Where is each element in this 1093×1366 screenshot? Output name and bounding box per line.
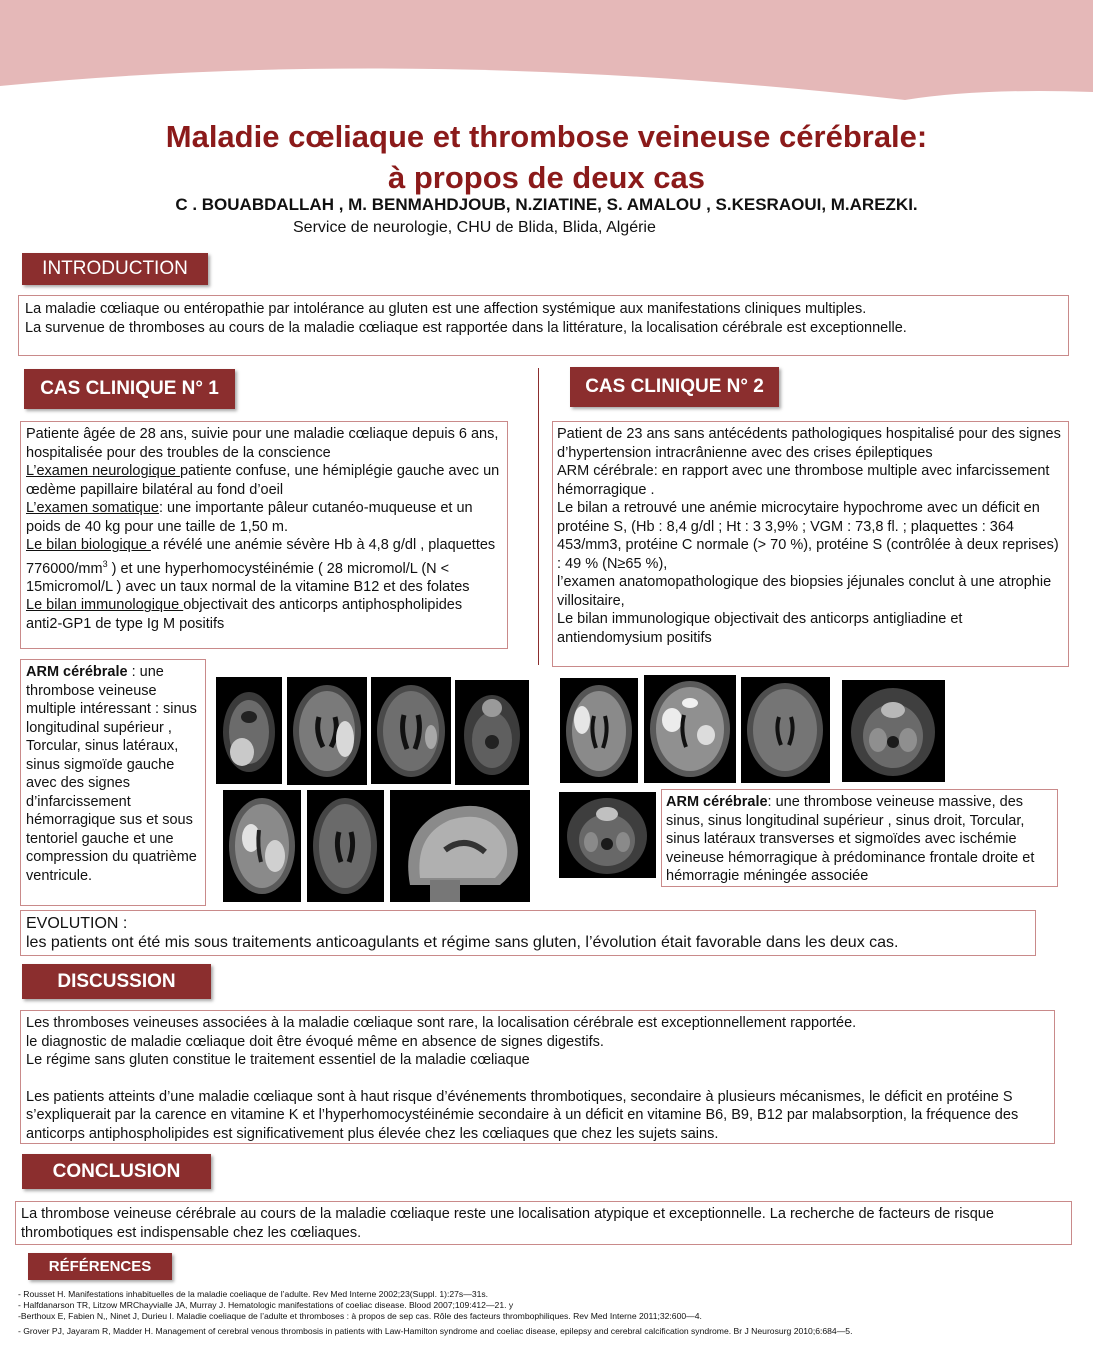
case1-mri-image-3 [371, 677, 451, 784]
case1-bio-label: Le bilan biologique [26, 537, 151, 553]
banner-swoosh [0, 0, 1093, 100]
case1-mri-label: ARM cérébrale [26, 664, 128, 680]
case2-line: Le bilan a retrouvé une anémie microcytaire hypochrome avec un déficit en protéine S, (Hb : 8,4 g/dl ; Ht : 3 3,9% ; VGM : 73,8 fl. ; plaquettes : 364 453/mm3, protéine C normale (> 70 %), protéine S (contrôlée à deux reprises) : 49 % (N≥65 %), [557, 500, 1059, 572]
case1-heading: CAS CLINIQUE N° 1 [24, 369, 235, 409]
case1-text-box [20, 421, 508, 649]
title-line-2: à propos de deux cas [388, 160, 705, 195]
case2-line: ARM cérébrale: en rapport avec une thrombose multiple avec infarcissement hémorragique . [557, 463, 1050, 498]
reference-item: - Grover PJ, Jayaram R, Madder H. Management of cerebral venous thrombosis in patients with Law-Hamilton syndrome and coeliac disease, epilepsy and cerebral calcification syndrome. Br J Neurosurg 2010;6:684—5. [18, 1326, 853, 1336]
case2-mri-image-5 [559, 792, 656, 878]
discussion-line: Les thromboses veineuses associées à la maladie cœliaque sont rare, la localisation cérébrale est exceptionnellement rapportée. [26, 1015, 857, 1031]
case2-mri-image-4 [842, 680, 945, 782]
case1-mri-image-6 [307, 790, 384, 902]
case1-mri-image-2 [287, 677, 367, 785]
case1-bio-text-2: ) et une hyperhomocystéinémie ( 28 micromol/L (N < 15micromol/L ) avec un taux normal de la vitamine B12 et des folates [26, 560, 470, 595]
case2-line: Le bilan immunologique objectivait des anticorps antigliadine et antiendomysium positifs [557, 611, 963, 646]
case1-mri-image-4 [455, 680, 529, 785]
authors: C . BOUABDALLAH , M. BENMAHDJOUB, N.ZIATINE, S. AMALOU , S.KESRAOUI, M.AREZKI. [175, 195, 918, 214]
discussion-para-2: Les patients atteints d’une maladie cœliaque sont à haut risque d’événements thrombotiques, secondaire à plusieurs mécanismes, le déficit en protéine S s’expliquerait par la carence en vitamine K et l’hyperhomocystéinémie secondaire à un déficit en vitamine B6, B9, B12 par malabsorption, la fréquence des anticorps antiphospholipides est significativement plus élevée chez les cœliaques que chez les sujets sains. [26, 1088, 1019, 1142]
case1-bio [26, 536, 502, 596]
reference-item: -Berthoux E, Fabien N,, Ninet J, Durieu I. Maladie coeliaque de l’adulte et thromboses : à propos de sep cas. Rôle des facteurs thrombophiliques. Rev Med Interne 2011;32:600—4. [18, 1311, 702, 1321]
case1-neuro [26, 462, 502, 499]
references-list [18, 1289, 852, 1337]
introduction-line: La survenue de thromboses au cours de la maladie cœliaque est rapportée dans la littérature, la localisation cérébrale est exceptionnelle. [25, 319, 907, 336]
case1-mri-caption [20, 659, 206, 906]
case2-mri-caption [661, 789, 1058, 887]
introduction-box [18, 295, 1069, 356]
discussion-line: le diagnostic de maladie cœliaque doit être évoqué même en absence de signes digestifs. [26, 1033, 604, 1050]
case2-mri-image-2 [644, 675, 736, 783]
column-divider [538, 368, 539, 665]
conclusion-text: La thrombose veineuse cérébrale au cours de la maladie cœliaque reste une localisation atypique et exceptionnelle. La recherche de facteurs de risque thrombotiques est indispensable chez les cœliaques. [21, 1206, 994, 1241]
case2-heading: CAS CLINIQUE N° 2 [570, 367, 779, 407]
reference-item: - Rousset H. Manifestations inhabituelles de la maladie coeliaque de l’adulte. Rev Med Interne 2002;23(Suppl. 1):27s—31s. [18, 1289, 489, 1299]
case2-mri-label: ARM cérébrale [666, 794, 768, 810]
case1-immuno-text: objectivait des anticorps antiphospholipides anti2-GP1 de type Ig M positifs [26, 597, 463, 632]
introduction-heading: INTRODUCTION [22, 253, 208, 285]
case1-soma-text: : une importante pâleur cutanéo-muqueuse et un poids de 40 kg pour une taille de 1,50 m. [26, 500, 473, 535]
case1-bio-sup: 3 [102, 558, 108, 569]
case1-immuno [26, 596, 502, 633]
case1-bio-text-1: a révélé une anémie sévère Hb à 4,8 g/dl , plaquettes 776000/mm [26, 537, 496, 577]
evolution-text: les patients ont été mis sous traitements anticoagulants et régime sans gluten, l’évolution était favorable dans les deux cas. [26, 934, 899, 951]
header-banner [0, 0, 1093, 100]
case1-intro: Patiente âgée de 28 ans, suivie pour une maladie cœliaque depuis 6 ans, hospitalisée pour des troubles de la conscience [26, 426, 499, 461]
case1-soma [26, 499, 502, 536]
discussion-line: Le régime sans gluten constitue le traitement essentiel de la maladie cœliaque [26, 1052, 530, 1068]
conclusion-box [15, 1201, 1072, 1245]
introduction-line: La maladie cœliaque ou entéropathie par intolérance au gluten est une affection systémique aux manifestations cliniques multiples. [25, 301, 867, 317]
discussion-heading: DISCUSSION [22, 964, 211, 999]
case1-immuno-label: Le bilan immunologique [26, 597, 184, 614]
discussion-box [20, 1010, 1055, 1144]
case1-mri-text: : une thrombose veineuse multiple intéressant : sinus longitudinal supérieur , Torcular, sinus latéraux, sinus sigmoïde gauche avec des signes d’infarcissement hémorragique sus et sous tentoriel gauche et une compression du quatrième ventricule. [26, 664, 197, 884]
case2-line: l’examen anatomopathologique des biopsies jéjunales conclut à une atrophie villositaire, [557, 574, 1052, 609]
evolution-heading: EVOLUTION : [26, 915, 128, 932]
title-line-1: Maladie cœliaque et thrombose veineuse cérébrale: [165, 119, 928, 154]
case2-mri-image-1 [560, 678, 638, 783]
case1-mri-image-sagittal [390, 790, 530, 902]
case1-soma-label: L’examen somatique [26, 500, 159, 516]
evolution-box [20, 910, 1036, 956]
affiliation: Service de neurologie, CHU de Blida, Blida, Algérie [293, 219, 656, 236]
case2-mri-text: : une thrombose veineuse massive, des sinus, sinus longitudinal supérieur , sinus droit, Torcular, sinus latéraux transverses et sigmoïdes avec ischémie veineuse hémorragique à prédominance frontale droite et hémorragie méningée associée [666, 794, 1035, 884]
references-heading: RÉFÉRENCES [28, 1253, 172, 1280]
case1-neuro-text: patiente confuse, une hémiplégie gauche avec un œdème papillaire bilatéral au fond d’oeil [26, 463, 500, 498]
case2-line: Patient de 23 ans sans antécédents pathologiques hospitalisé pour des signes d’hypertension intracrânienne avec des crises épileptiques [557, 426, 1061, 461]
conclusion-heading: CONCLUSION [22, 1154, 211, 1189]
case1-neuro-label: L’examen neurologique [26, 463, 180, 479]
case2-text-box [552, 421, 1069, 667]
reference-item: - Halfdanarson TR, Litzow MRChayvialle JA, Murray J. Hematologic manifestations of coeliac disease. Blood 2007;109:412—21. y [18, 1300, 514, 1310]
case1-mri-image-1 [216, 677, 282, 784]
case2-mri-image-3 [741, 677, 830, 783]
case1-mri-image-5 [223, 790, 301, 902]
